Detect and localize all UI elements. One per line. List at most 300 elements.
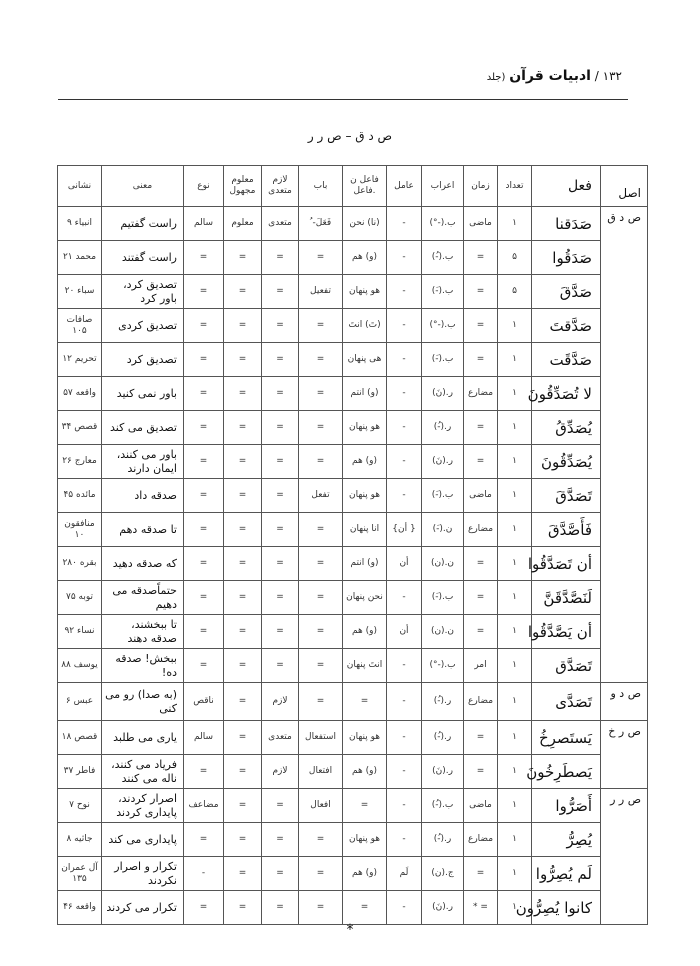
address-cell: مائده ۴۵	[58, 479, 102, 513]
address-cell: توبه ۷۵	[58, 581, 102, 615]
tense-cell: =	[464, 309, 498, 343]
count-cell: ۱	[498, 445, 532, 479]
table-row	[58, 513, 648, 547]
amil-cell: -	[387, 823, 422, 857]
tense-cell: ماضی	[464, 479, 498, 513]
address-cell: قصص ۱۸	[58, 721, 102, 755]
address-cell: صافات ۱۰۵	[58, 309, 102, 343]
header-bab: باب	[299, 166, 343, 207]
type-cell: =	[184, 343, 224, 377]
subject-cell: هو پنهان	[343, 479, 387, 513]
voice-cell: =	[224, 479, 262, 513]
meaning-cell: راست گفتیم	[102, 207, 184, 241]
irab-cell: ر.(-ُ)	[422, 823, 464, 857]
count-cell: ۱	[498, 823, 532, 857]
irab-cell: ب.(-َ)	[422, 275, 464, 309]
voice-cell: =	[224, 581, 262, 615]
meaning-cell: صدقه داد	[102, 479, 184, 513]
verb-analysis-table	[57, 165, 648, 925]
irab-cell: ب.(-°)	[422, 207, 464, 241]
meaning-cell: راست گفتند	[102, 241, 184, 275]
bab-cell: استفعال	[299, 721, 343, 755]
verb-cell: فَأَصَّدَّقَ	[532, 513, 601, 547]
irab-cell: ن.(ن)	[422, 547, 464, 581]
verb-cell: صَدَقُوا	[532, 241, 601, 275]
transitivity-cell: =	[262, 309, 299, 343]
voice-cell: =	[224, 275, 262, 309]
bab-cell: =	[299, 241, 343, 275]
amil-cell: -	[387, 683, 422, 721]
count-cell: ۱	[498, 377, 532, 411]
transitivity-cell: =	[262, 411, 299, 445]
voice-cell: =	[224, 649, 262, 683]
bab-cell: تفعل	[299, 479, 343, 513]
subject-cell: =	[343, 891, 387, 925]
verb-cell: صَدَّقَ	[532, 275, 601, 309]
verb-cell: صَدَّقَت	[532, 343, 601, 377]
meaning-cell: تا صدقه دهم	[102, 513, 184, 547]
verb-cell: يُصَدِّقُونَ	[532, 445, 601, 479]
transitivity-cell: =	[262, 649, 299, 683]
address-cell: واقعه ۴۶	[58, 891, 102, 925]
count-cell: ۱	[498, 615, 532, 649]
header-type: نوع	[184, 166, 224, 207]
meaning-cell: تصدیق کردی	[102, 309, 184, 343]
meaning-cell: باور می کنند، ایمان دارند	[102, 445, 184, 479]
meaning-cell: حتماًصدقه می دهیم	[102, 581, 184, 615]
address-cell: واقعه ۵۷	[58, 377, 102, 411]
verb-cell: يُصَدِّقُ	[532, 411, 601, 445]
table-row	[58, 755, 648, 789]
address-cell: انبیاء ۹	[58, 207, 102, 241]
table-row	[58, 823, 648, 857]
voice-cell: =	[224, 891, 262, 925]
amil-cell: لَم	[387, 857, 422, 891]
count-cell: ۱	[498, 789, 532, 823]
tense-cell: =	[464, 615, 498, 649]
address-cell: نوح ۷	[58, 789, 102, 823]
page-number: ۱۳۲ /	[594, 69, 622, 83]
subject-cell: نحن پنهان	[343, 581, 387, 615]
tense-cell: ماضی	[464, 789, 498, 823]
book-title: ادبیات قرآن	[509, 68, 591, 84]
address-cell: منافقون ۱۰	[58, 513, 102, 547]
tense-cell: =	[464, 547, 498, 581]
meaning-cell: فریاد می کنند، ناله می کنند	[102, 755, 184, 789]
table-row	[58, 789, 648, 823]
table-row	[58, 581, 648, 615]
header-amil: عامل	[387, 166, 422, 207]
bab-cell: =	[299, 581, 343, 615]
meaning-cell: باور نمی کنید	[102, 377, 184, 411]
type-cell: =	[184, 275, 224, 309]
bab-cell: =	[299, 377, 343, 411]
table-row	[58, 721, 648, 755]
verb-cell: يُصِرُّ	[532, 823, 601, 857]
tense-cell: =	[464, 275, 498, 309]
transitivity-cell: لازم	[262, 755, 299, 789]
meaning-cell: پایداری می کند	[102, 823, 184, 857]
verb-cell: تَصَدَّق	[532, 649, 601, 683]
amil-cell: أن	[387, 547, 422, 581]
amil-cell: -	[387, 479, 422, 513]
transitivity-cell: لازم	[262, 683, 299, 721]
address-cell: آل عمران ۱۳۵	[58, 857, 102, 891]
transitivity-cell: =	[262, 343, 299, 377]
table-header-row	[58, 166, 648, 207]
type-cell: =	[184, 309, 224, 343]
tense-cell: =	[464, 755, 498, 789]
verb-cell: لَم يُصِرُّوا	[532, 857, 601, 891]
amil-cell: -	[387, 755, 422, 789]
bab-cell: =	[299, 513, 343, 547]
tense-cell: =	[464, 343, 498, 377]
irab-cell: ر.(-ُ)	[422, 411, 464, 445]
count-cell: ۱	[498, 513, 532, 547]
irab-cell: ر.(-ُ)	[422, 683, 464, 721]
meaning-cell: اصرار کردند، پایداری کردند	[102, 789, 184, 823]
type-cell: سالم	[184, 207, 224, 241]
voice-cell: =	[224, 513, 262, 547]
table-row	[58, 275, 648, 309]
voice-cell: معلوم	[224, 207, 262, 241]
verb-cell: تَصَدَّى	[532, 683, 601, 721]
subject-cell: (و) هم	[343, 857, 387, 891]
amil-cell: -	[387, 581, 422, 615]
transitivity-cell: =	[262, 823, 299, 857]
table-row	[58, 241, 648, 275]
tense-cell: =	[464, 241, 498, 275]
voice-cell: =	[224, 411, 262, 445]
amil-cell: -	[387, 343, 422, 377]
address-cell: فاطر ۳۷	[58, 755, 102, 789]
voice-cell: =	[224, 445, 262, 479]
table-row	[58, 411, 648, 445]
amil-cell: -	[387, 207, 422, 241]
type-cell: =	[184, 513, 224, 547]
count-cell: ۵	[498, 275, 532, 309]
amil-cell: أن	[387, 615, 422, 649]
bab-cell: =	[299, 411, 343, 445]
count-cell: ۵	[498, 241, 532, 275]
table-row	[58, 377, 648, 411]
header-transitivity: لازم متعدی	[262, 166, 299, 207]
table-row	[58, 683, 648, 721]
table-row	[58, 343, 648, 377]
tense-cell: =	[464, 721, 498, 755]
voice-cell: =	[224, 547, 262, 581]
irab-cell: ر.(نَ)	[422, 445, 464, 479]
address-cell: نساء ۹۲	[58, 615, 102, 649]
tense-cell: امر	[464, 649, 498, 683]
amil-cell: -	[387, 241, 422, 275]
tense-cell: مضارع	[464, 513, 498, 547]
verb-cell: لا تُصَدِّقُونَ	[532, 377, 601, 411]
verb-cell: تَصَدَّقَ	[532, 479, 601, 513]
amil-cell: -	[387, 377, 422, 411]
header-irab: اعراب	[422, 166, 464, 207]
voice-cell: =	[224, 721, 262, 755]
meaning-cell: تکرار می کردند	[102, 891, 184, 925]
transitivity-cell: =	[262, 789, 299, 823]
subject-cell: (و) هم	[343, 615, 387, 649]
bab-cell: فَعَلَ- ُ	[299, 207, 343, 241]
footer-mark: *	[346, 922, 354, 938]
table-row	[58, 207, 648, 241]
meaning-cell: تا ببخشند، صدقه دهند	[102, 615, 184, 649]
type-cell: =	[184, 479, 224, 513]
verb-cell: أن تَصَدَّقُوا	[532, 547, 601, 581]
tense-cell: =	[464, 411, 498, 445]
type-cell: =	[184, 241, 224, 275]
amil-cell: -	[387, 411, 422, 445]
table-row	[58, 547, 648, 581]
transitivity-cell: =	[262, 479, 299, 513]
voice-cell: =	[224, 823, 262, 857]
count-cell: ۱	[498, 547, 532, 581]
subject-cell: هو پنهان	[343, 823, 387, 857]
root-cell: ص ر خ	[601, 721, 648, 789]
tense-cell: =	[464, 445, 498, 479]
meaning-cell: یاری می طلبد	[102, 721, 184, 755]
address-cell: تحریم ۱۲	[58, 343, 102, 377]
bab-cell: =	[299, 823, 343, 857]
bab-cell: افتعال	[299, 755, 343, 789]
table-body	[58, 207, 648, 925]
type-cell: =	[184, 615, 224, 649]
type-cell: =	[184, 755, 224, 789]
root-cell: ص ر ر	[601, 789, 648, 925]
tense-cell: مضارع	[464, 377, 498, 411]
bab-cell: =	[299, 547, 343, 581]
amil-cell: -	[387, 445, 422, 479]
amil-cell: -	[387, 649, 422, 683]
count-cell: ۱	[498, 207, 532, 241]
tense-cell: ماضی	[464, 207, 498, 241]
irab-cell: ب.(-°)	[422, 309, 464, 343]
voice-cell: =	[224, 615, 262, 649]
address-cell: جاثیه ۸	[58, 823, 102, 857]
count-cell: ۱	[498, 649, 532, 683]
voice-cell: =	[224, 755, 262, 789]
count-cell: ۱	[498, 891, 532, 925]
tense-cell: مضارع	[464, 823, 498, 857]
transitivity-cell: =	[262, 891, 299, 925]
amil-cell: -	[387, 891, 422, 925]
address-cell: یوسف ۸۸	[58, 649, 102, 683]
root-cell: ص د و	[601, 683, 648, 721]
root-cell: ص د ق	[601, 207, 648, 683]
count-cell: ۱	[498, 581, 532, 615]
irab-cell: ن.(ن)	[422, 615, 464, 649]
bab-cell: =	[299, 343, 343, 377]
meaning-cell: تصدیق کرد	[102, 343, 184, 377]
bab-cell: =	[299, 615, 343, 649]
page-heading: ص د ق – ص ر ر	[307, 129, 393, 143]
bab-cell: =	[299, 683, 343, 721]
subject-cell: (و) هم	[343, 755, 387, 789]
meaning-cell: تصدیق کرد، باور کرد	[102, 275, 184, 309]
bab-cell: =	[299, 891, 343, 925]
type-cell: =	[184, 581, 224, 615]
subject-cell: هو پنهان	[343, 275, 387, 309]
type-cell: -	[184, 857, 224, 891]
address-cell: معارج ۲۶	[58, 445, 102, 479]
type-cell: =	[184, 411, 224, 445]
subject-cell: هو پنهان	[343, 411, 387, 445]
voice-cell: =	[224, 789, 262, 823]
irab-cell: ب.(-ُ)	[422, 789, 464, 823]
transitivity-cell: =	[262, 241, 299, 275]
tense-cell: =	[464, 857, 498, 891]
count-cell: ۱	[498, 755, 532, 789]
type-cell: مضاعف	[184, 789, 224, 823]
voice-cell: =	[224, 377, 262, 411]
irab-cell: ر.(نَ)	[422, 755, 464, 789]
verb-cell: صَدَّقتَ	[532, 309, 601, 343]
subject-cell: (و) هم	[343, 241, 387, 275]
irab-cell: ب.(-َ)	[422, 343, 464, 377]
transitivity-cell: متعدی	[262, 721, 299, 755]
count-cell: ۱	[498, 309, 532, 343]
header-rule	[58, 99, 628, 100]
verb-cell: صَدَقنا	[532, 207, 601, 241]
bab-cell: تفعیل	[299, 275, 343, 309]
amil-cell: -	[387, 309, 422, 343]
header-subject: فاعل ن .فاعل	[343, 166, 387, 207]
bab-cell: =	[299, 857, 343, 891]
tense-cell: = *	[464, 891, 498, 925]
header-root: اصل	[601, 166, 648, 207]
irab-cell: ن.(-َ)	[422, 513, 464, 547]
type-cell: =	[184, 445, 224, 479]
subject-cell: =	[343, 683, 387, 721]
type-cell: سالم	[184, 721, 224, 755]
verb-cell: يَستَصرِخُ	[532, 721, 601, 755]
transitivity-cell: =	[262, 377, 299, 411]
transitivity-cell: =	[262, 513, 299, 547]
meaning-cell: تکرار و اصرار نکردند	[102, 857, 184, 891]
transitivity-cell: =	[262, 615, 299, 649]
amil-cell: -	[387, 721, 422, 755]
voice-cell: =	[224, 309, 262, 343]
count-cell: ۱	[498, 411, 532, 445]
subject-cell: انا پنهان	[343, 513, 387, 547]
tense-cell: مضارع	[464, 683, 498, 721]
type-cell: =	[184, 891, 224, 925]
address-cell: قصص ۳۴	[58, 411, 102, 445]
irab-cell: ر.(نَ)	[422, 377, 464, 411]
irab-cell: ب.(-َ)	[422, 581, 464, 615]
table-row	[58, 615, 648, 649]
amil-cell: { أن}	[387, 513, 422, 547]
subject-cell: (نا) نحن	[343, 207, 387, 241]
transitivity-cell: =	[262, 581, 299, 615]
address-cell: عبس ۶	[58, 683, 102, 721]
irab-cell: ب.(-°)	[422, 649, 464, 683]
tense-cell: =	[464, 581, 498, 615]
bab-cell: =	[299, 649, 343, 683]
irab-cell: ب.(-ُ)	[422, 241, 464, 275]
verb-cell: لَنَصَّدَّقَنَّ	[532, 581, 601, 615]
transitivity-cell: =	[262, 275, 299, 309]
table-row	[58, 309, 648, 343]
type-cell: =	[184, 377, 224, 411]
volume-label: (جلد	[486, 72, 506, 83]
type-cell: =	[184, 649, 224, 683]
table-row	[58, 445, 648, 479]
table-row	[58, 649, 648, 683]
transitivity-cell: =	[262, 445, 299, 479]
subject-cell: (و) انتم	[343, 377, 387, 411]
subject-cell: (تَ) انتَ	[343, 309, 387, 343]
voice-cell: =	[224, 241, 262, 275]
header-verb: فعل	[532, 166, 601, 207]
subject-cell: هو پنهان	[343, 721, 387, 755]
amil-cell: -	[387, 789, 422, 823]
voice-cell: =	[224, 343, 262, 377]
address-cell: بقره ۲۸۰	[58, 547, 102, 581]
subject-cell: =	[343, 789, 387, 823]
meaning-cell: (به صدا) رو می کنی	[102, 683, 184, 721]
address-cell: محمد ۲۱	[58, 241, 102, 275]
type-cell: =	[184, 823, 224, 857]
header-tense: زمان	[464, 166, 498, 207]
irab-cell: ر.(نَ)	[422, 891, 464, 925]
count-cell: ۱	[498, 857, 532, 891]
bab-cell: =	[299, 445, 343, 479]
verb-cell: أَصَرُّوا	[532, 789, 601, 823]
transitivity-cell: =	[262, 547, 299, 581]
transitivity-cell: =	[262, 857, 299, 891]
count-cell: ۱	[498, 683, 532, 721]
address-cell: سباء ۲۰	[58, 275, 102, 309]
verb-cell: يَصطَرِخُونَ	[532, 755, 601, 789]
irab-cell: ب.(-َ)	[422, 479, 464, 513]
count-cell: ۱	[498, 479, 532, 513]
meaning-cell: ببخش! صدقه ده!	[102, 649, 184, 683]
bab-cell: افعال	[299, 789, 343, 823]
table-row	[58, 891, 648, 925]
table-row	[58, 479, 648, 513]
running-head	[487, 68, 622, 84]
voice-cell: =	[224, 857, 262, 891]
verb-cell: أن يَصَّدَّقُوا	[532, 615, 601, 649]
subject-cell: (و) هم	[343, 445, 387, 479]
header-address: نشانی	[58, 166, 102, 207]
voice-cell: =	[224, 683, 262, 721]
amil-cell: -	[387, 275, 422, 309]
transitivity-cell: متعدی	[262, 207, 299, 241]
count-cell: ۱	[498, 343, 532, 377]
verb-cell: كانوا يُصِرُّون	[532, 891, 601, 925]
header-count: تعداد	[498, 166, 532, 207]
meaning-cell: که صدقه دهید	[102, 547, 184, 581]
irab-cell: ج.(ن)	[422, 857, 464, 891]
bab-cell: =	[299, 309, 343, 343]
subject-cell: هی پنهان	[343, 343, 387, 377]
header-meaning: معنی	[102, 166, 184, 207]
subject-cell: انتَ پنهان	[343, 649, 387, 683]
table-row	[58, 857, 648, 891]
type-cell: ناقص	[184, 683, 224, 721]
type-cell: =	[184, 547, 224, 581]
subject-cell: (و) انتم	[343, 547, 387, 581]
count-cell: ۱	[498, 721, 532, 755]
irab-cell: ر.(-ُ)	[422, 721, 464, 755]
header-voice: معلوم مجهول	[224, 166, 262, 207]
meaning-cell: تصدیق می کند	[102, 411, 184, 445]
